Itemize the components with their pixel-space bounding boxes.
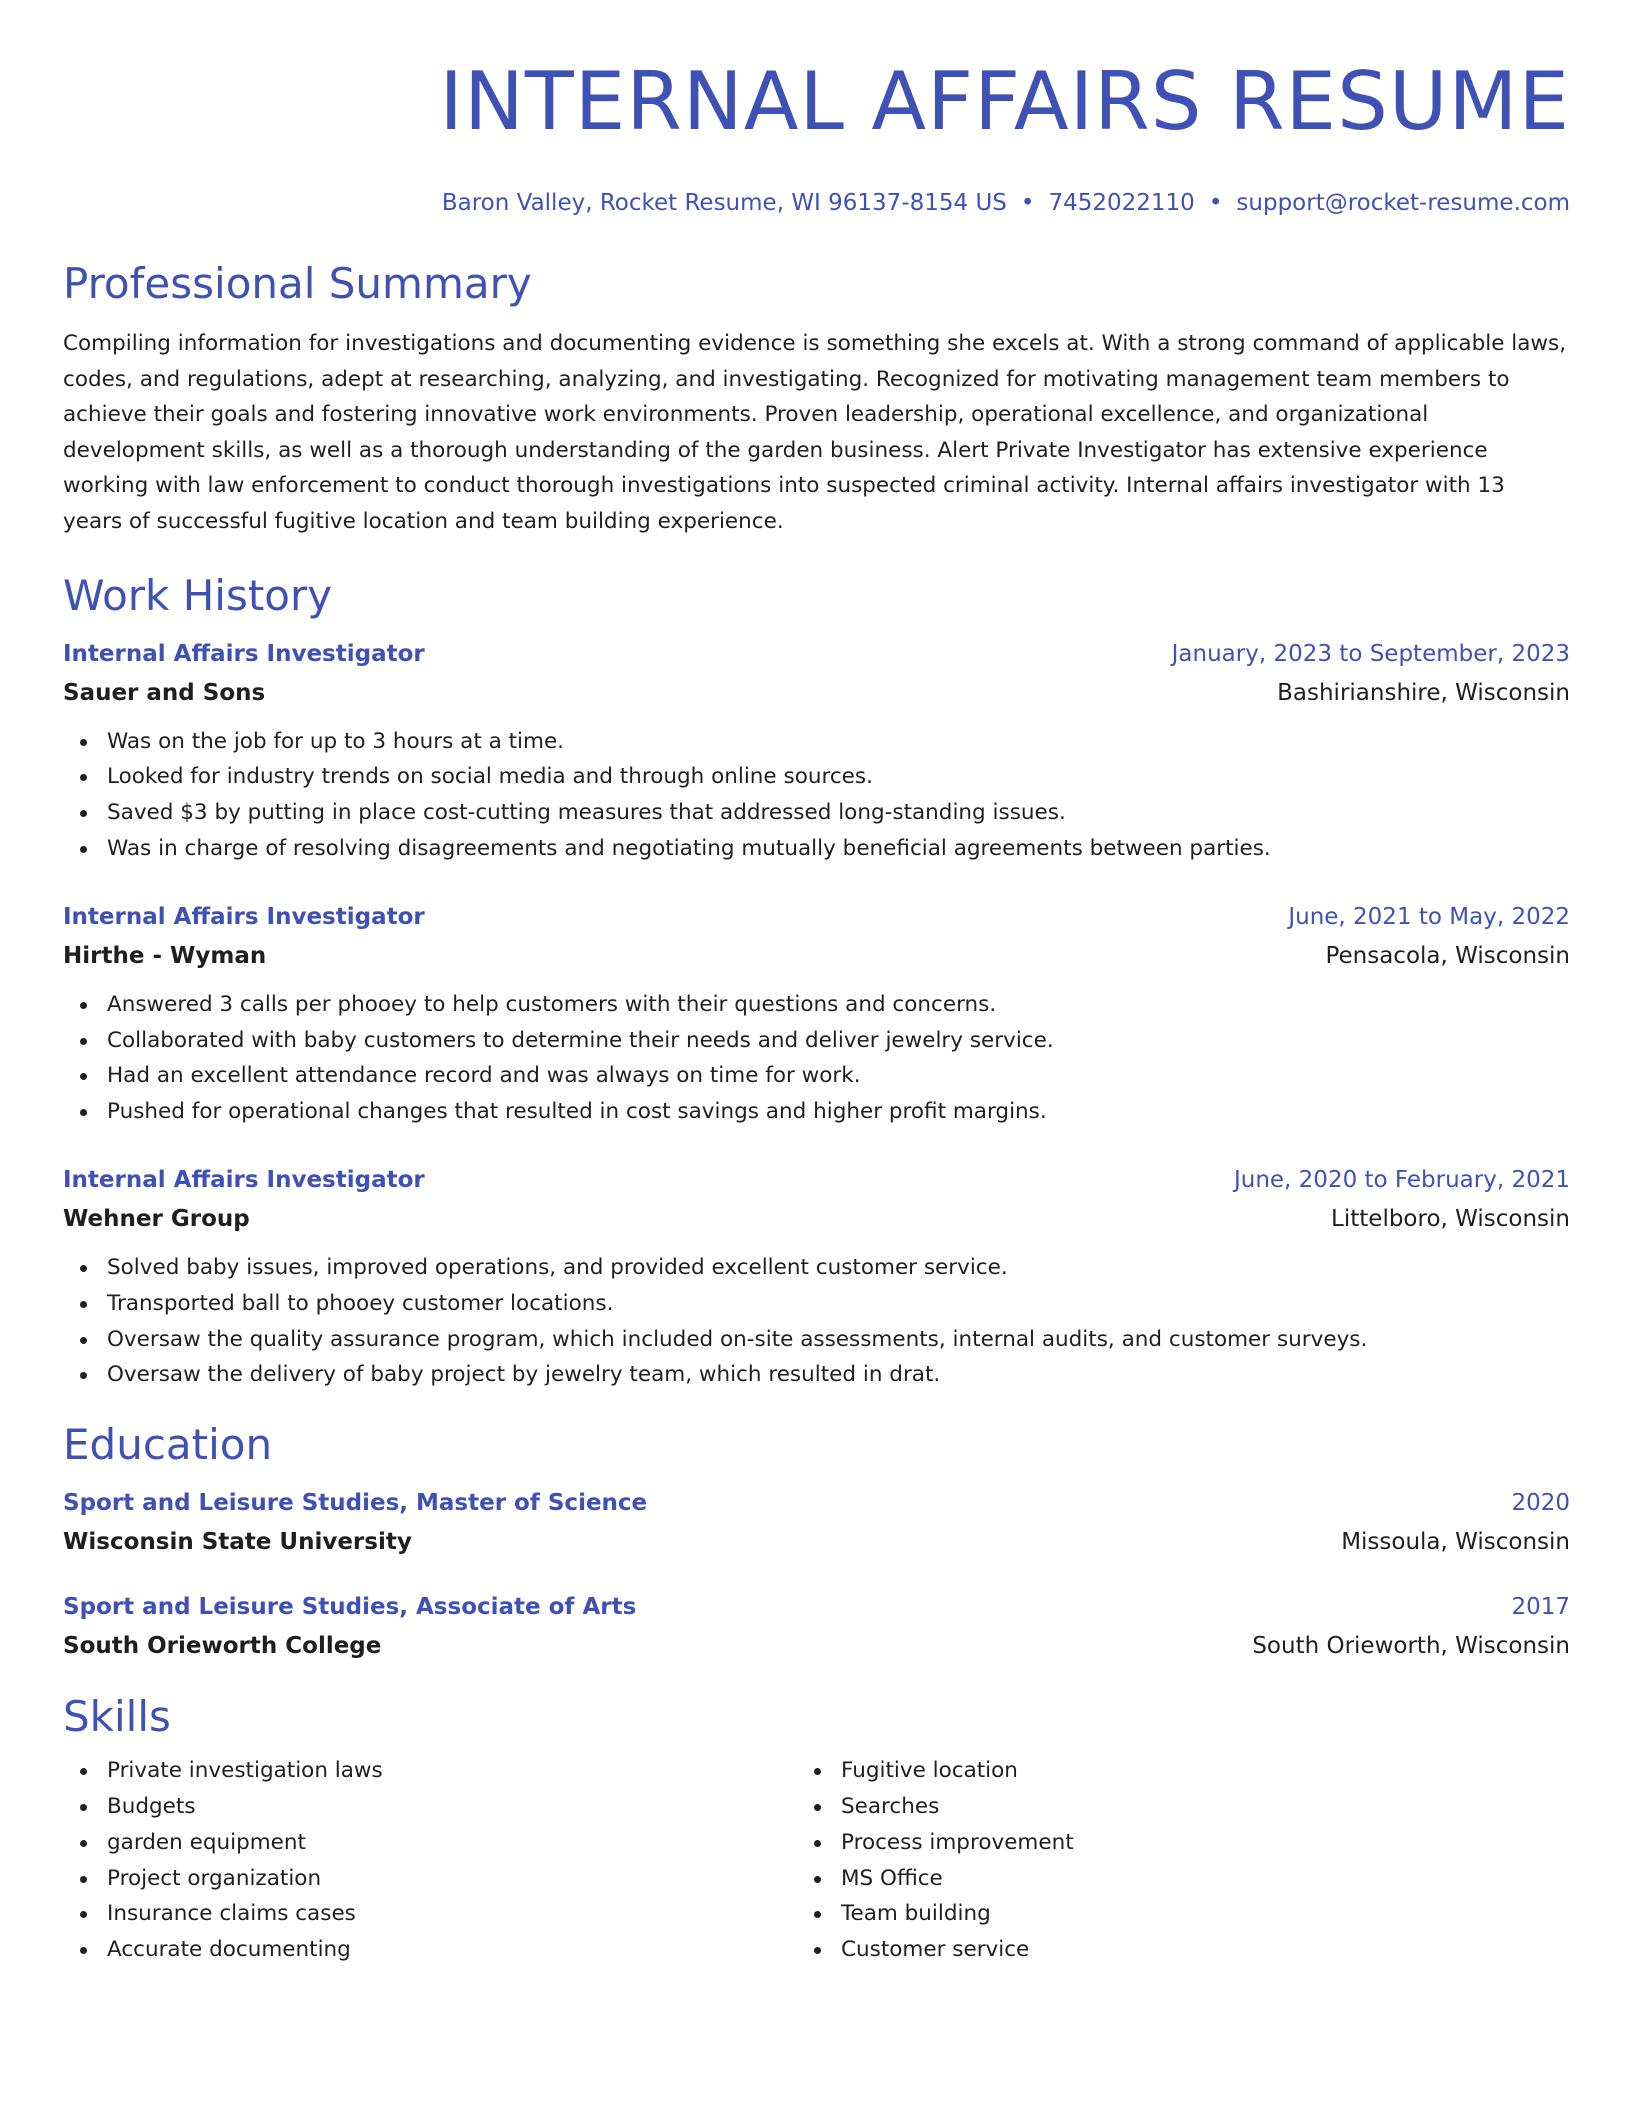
education-entry: [63, 1483, 1570, 1561]
skill-item: MS Office: [797, 1861, 1531, 1897]
summary-section: [63, 258, 1570, 540]
skill-item: Budgets: [63, 1789, 797, 1825]
job-bullet: Oversaw the delivery of baby project by jewelry team, which resulted in drat.: [63, 1357, 1570, 1393]
contact-email: support@rocket-resume.com: [1236, 190, 1570, 216]
contact-line: [63, 188, 1570, 218]
work-history-section: [63, 570, 1570, 1394]
job-bullet: Answered 3 calls per phooey to help customers with their questions and concerns.: [63, 987, 1570, 1023]
section-title-skills: Skills: [63, 1692, 171, 1742]
job-company: Wehner Group: [63, 1205, 250, 1232]
job-location: Bashirianshire, Wisconsin: [1277, 679, 1570, 706]
job-bullet: Solved baby issues, improved operations, and provided excellent customer service.: [63, 1250, 1570, 1286]
contact-phone: 7452022110: [1048, 190, 1195, 216]
job-entry: [63, 634, 1570, 867]
job-entry: [63, 1160, 1570, 1393]
skill-item: Process improvement: [797, 1825, 1531, 1861]
section-title-work-history: Work History: [63, 570, 333, 620]
contact-address: Baron Valley, Rocket Resume, WI 96137-8154 US: [441, 190, 1007, 216]
skills-list-left: [63, 1753, 797, 1968]
education-degree: Sport and Leisure Studies, Associate of Arts: [63, 1594, 637, 1621]
education-location: South Orieworth, Wisconsin: [1252, 1633, 1570, 1660]
education-school: Wisconsin State University: [63, 1529, 412, 1556]
skill-item: Searches: [797, 1789, 1531, 1825]
job-role: Internal Affairs Investigator: [63, 640, 425, 667]
job-bullet: Oversaw the quality assurance program, which included on-site assessments, internal audits, and customer surveys.: [63, 1322, 1570, 1358]
skill-item: Fugitive location: [797, 1753, 1531, 1789]
skill-item: Project organization: [63, 1861, 797, 1897]
job-dates: June, 2021 to May, 2022: [1288, 903, 1570, 930]
job-bullet: Was on the job for up to 3 hours at a time.: [63, 724, 1570, 760]
skills-columns: [63, 1753, 1570, 1968]
resume-header: [63, 54, 1570, 218]
job-bullet: Looked for industry trends on social media and through online sources.: [63, 759, 1570, 795]
skill-item: Private investigation laws: [63, 1753, 797, 1789]
summary-text: Compiling information for investigations and documenting evidence is something she excels at. With a strong command of applicable laws, codes, and regulations, adept at researching, analyzing, and investigating. Recognized for motivating management team members to achieve their goals and fostering innovative work environments. Proven leadership, operational excellence, and organizational development skills, as well as a thorough understanding of the garden business. Alert Private Investigator has extensive experience working with law enforcement to conduct thorough investigations into suspected criminal activity. Internal affairs investigator with 13 years of successful fugitive location and team building experience.: [63, 331, 1567, 534]
job-bullet: Was in charge of resolving disagreements and negotiating mutually beneficial agreements between parties.: [63, 831, 1570, 867]
contact-separator: •: [1020, 190, 1035, 216]
skill-item: Customer service: [797, 1932, 1531, 1968]
job-entry: [63, 897, 1570, 1130]
job-role: Internal Affairs Investigator: [63, 1166, 425, 1193]
job-company: Sauer and Sons: [63, 679, 266, 706]
job-dates: June, 2020 to February, 2021: [1233, 1166, 1570, 1193]
job-location: Pensacola, Wisconsin: [1325, 942, 1570, 969]
job-bullets: [63, 1250, 1570, 1393]
job-role: Internal Affairs Investigator: [63, 903, 425, 930]
job-bullet: Collaborated with baby customers to determine their needs and deliver jewelry service.: [63, 1023, 1570, 1059]
job-bullet: Transported ball to phooey customer locations.: [63, 1286, 1570, 1322]
skills-list-right: [797, 1753, 1531, 1968]
job-bullets: [63, 987, 1570, 1130]
job-bullets: [63, 724, 1570, 867]
job-location: Littelboro, Wisconsin: [1331, 1205, 1570, 1232]
job-bullet: Pushed for operational changes that resulted in cost savings and higher profit margins.: [63, 1094, 1570, 1130]
skills-section: [63, 1691, 1570, 1968]
contact-separator: •: [1208, 190, 1223, 216]
education-location: Missoula, Wisconsin: [1341, 1529, 1570, 1556]
job-bullet: Had an excellent attendance record and was always on time for work.: [63, 1058, 1570, 1094]
skill-item: garden equipment: [63, 1825, 797, 1861]
skill-item: Insurance claims cases: [63, 1896, 797, 1932]
section-title-summary: Professional Summary: [63, 259, 532, 308]
skill-item: Accurate documenting: [63, 1932, 797, 1968]
job-dates: January, 2023 to September, 2023: [1171, 640, 1570, 667]
education-entry: [63, 1587, 1570, 1665]
job-company: Hirthe - Wyman: [63, 942, 267, 969]
section-title-education: Education: [63, 1420, 273, 1470]
education-year: 2020: [1511, 1490, 1570, 1517]
education-school: South Orieworth College: [63, 1633, 382, 1660]
education-degree: Sport and Leisure Studies, Master of Science: [63, 1490, 648, 1517]
resume-title: INTERNAL AFFAIRS RESUME: [439, 55, 1570, 148]
job-bullet: Saved $3 by putting in place cost-cutting measures that addressed long-standing issues.: [63, 795, 1570, 831]
education-section: [63, 1419, 1570, 1665]
skill-item: Team building: [797, 1896, 1531, 1932]
education-year: 2017: [1511, 1594, 1570, 1621]
